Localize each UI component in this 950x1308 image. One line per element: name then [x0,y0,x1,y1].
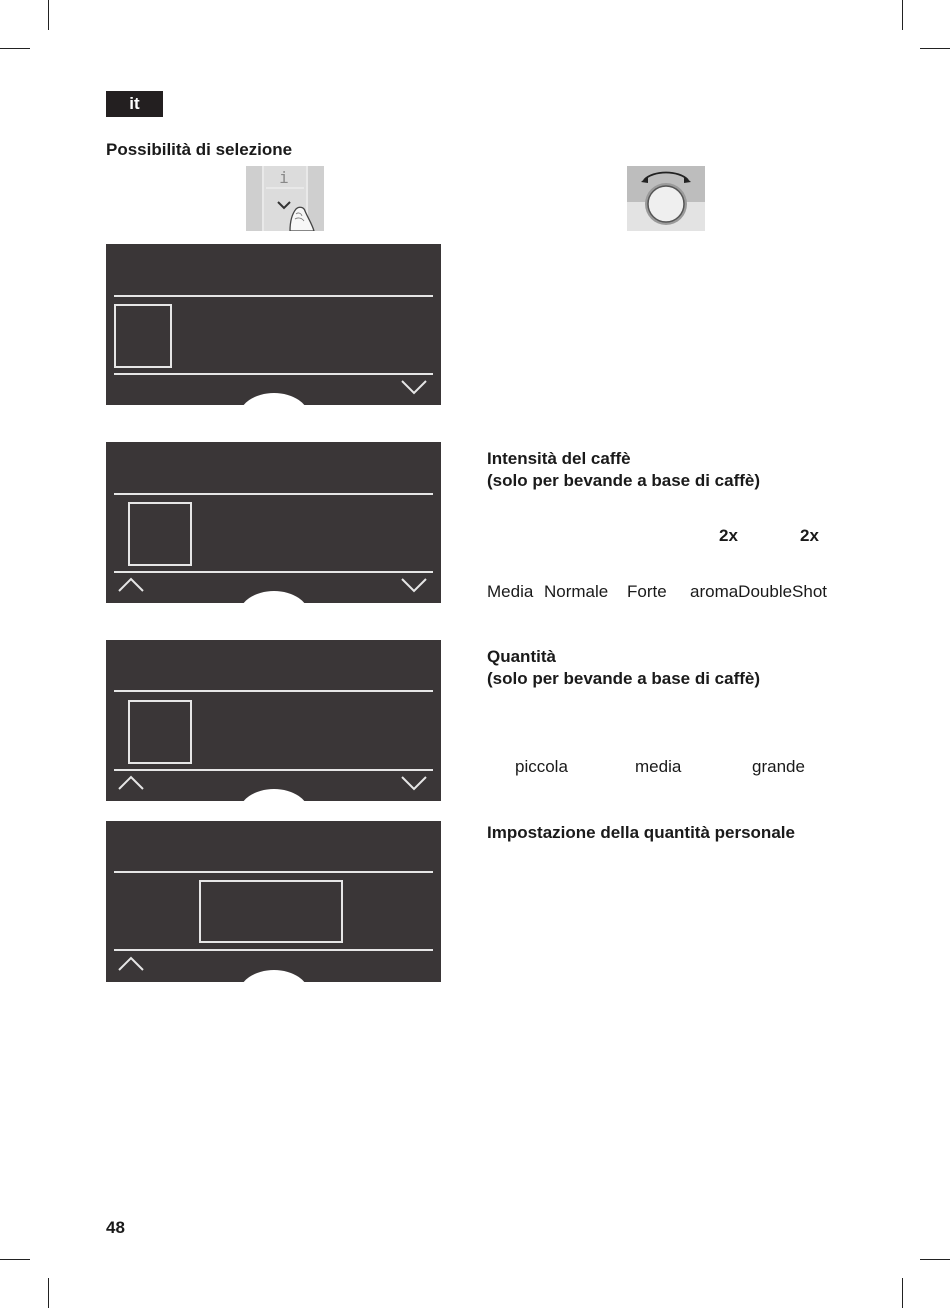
intensity-title: Intensità del caffè [487,449,631,468]
chevron-up-icon[interactable] [117,955,145,973]
intensity-multiplier: 2x [719,526,738,545]
divider-line [114,871,433,873]
screen-notch [239,393,309,405]
display-screen-4 [106,821,441,982]
divider-line [114,571,433,573]
selection-box [114,304,172,368]
crop-mark [48,1278,49,1308]
info-button-press-icon [246,166,324,231]
divider-line [114,949,433,951]
language-tag: it [106,91,163,117]
divider-line [114,493,433,495]
section-title: Possibilità di selezione [106,140,293,159]
intensity-option-forte: Forte [627,582,667,601]
display-screen-1 [106,244,441,405]
chevron-down-icon[interactable] [400,576,428,594]
divider-line [114,295,433,297]
quantity-title: Quantità [487,647,556,666]
quantity-option-grande: grande [752,757,805,776]
quantity-option-media: media [635,757,682,776]
divider-line [114,690,433,692]
crop-mark [902,1278,903,1308]
personal-quantity-title: Impostazione della quantità personale [487,823,795,842]
intensity-option-aromadoubleshot: aromaDoubleShot [690,582,828,601]
chevron-up-icon[interactable] [117,774,145,792]
crop-mark [920,48,950,49]
selection-box [128,700,192,764]
divider-line [114,373,433,375]
intensity-option-normale: Normale [544,582,609,601]
screen-notch [239,591,309,603]
selection-box [199,880,343,943]
rotary-knob-icon [627,166,705,231]
divider-line [114,769,433,771]
crop-mark [48,0,49,30]
screen-notch [239,970,309,982]
chevron-down-icon[interactable] [400,774,428,792]
intensity-subtitle: (solo per bevande a base di caffè) [487,471,761,490]
display-screen-2 [106,442,441,603]
intensity-option-media: Media [487,582,534,601]
page-number: 48 [106,1218,125,1237]
crop-mark [0,1259,30,1260]
quantity-option-piccola: piccola [515,757,568,776]
svg-text:i: i [279,168,289,187]
selection-box [128,502,192,566]
intensity-multiplier: 2x [800,526,819,545]
chevron-down-icon[interactable] [400,378,428,396]
crop-mark [920,1259,950,1260]
screen-notch [239,789,309,801]
chevron-up-icon[interactable] [117,576,145,594]
quantity-subtitle: (solo per bevande a base di caffè) [487,669,761,688]
crop-mark [902,0,903,30]
display-screen-3 [106,640,441,801]
crop-mark [0,48,30,49]
